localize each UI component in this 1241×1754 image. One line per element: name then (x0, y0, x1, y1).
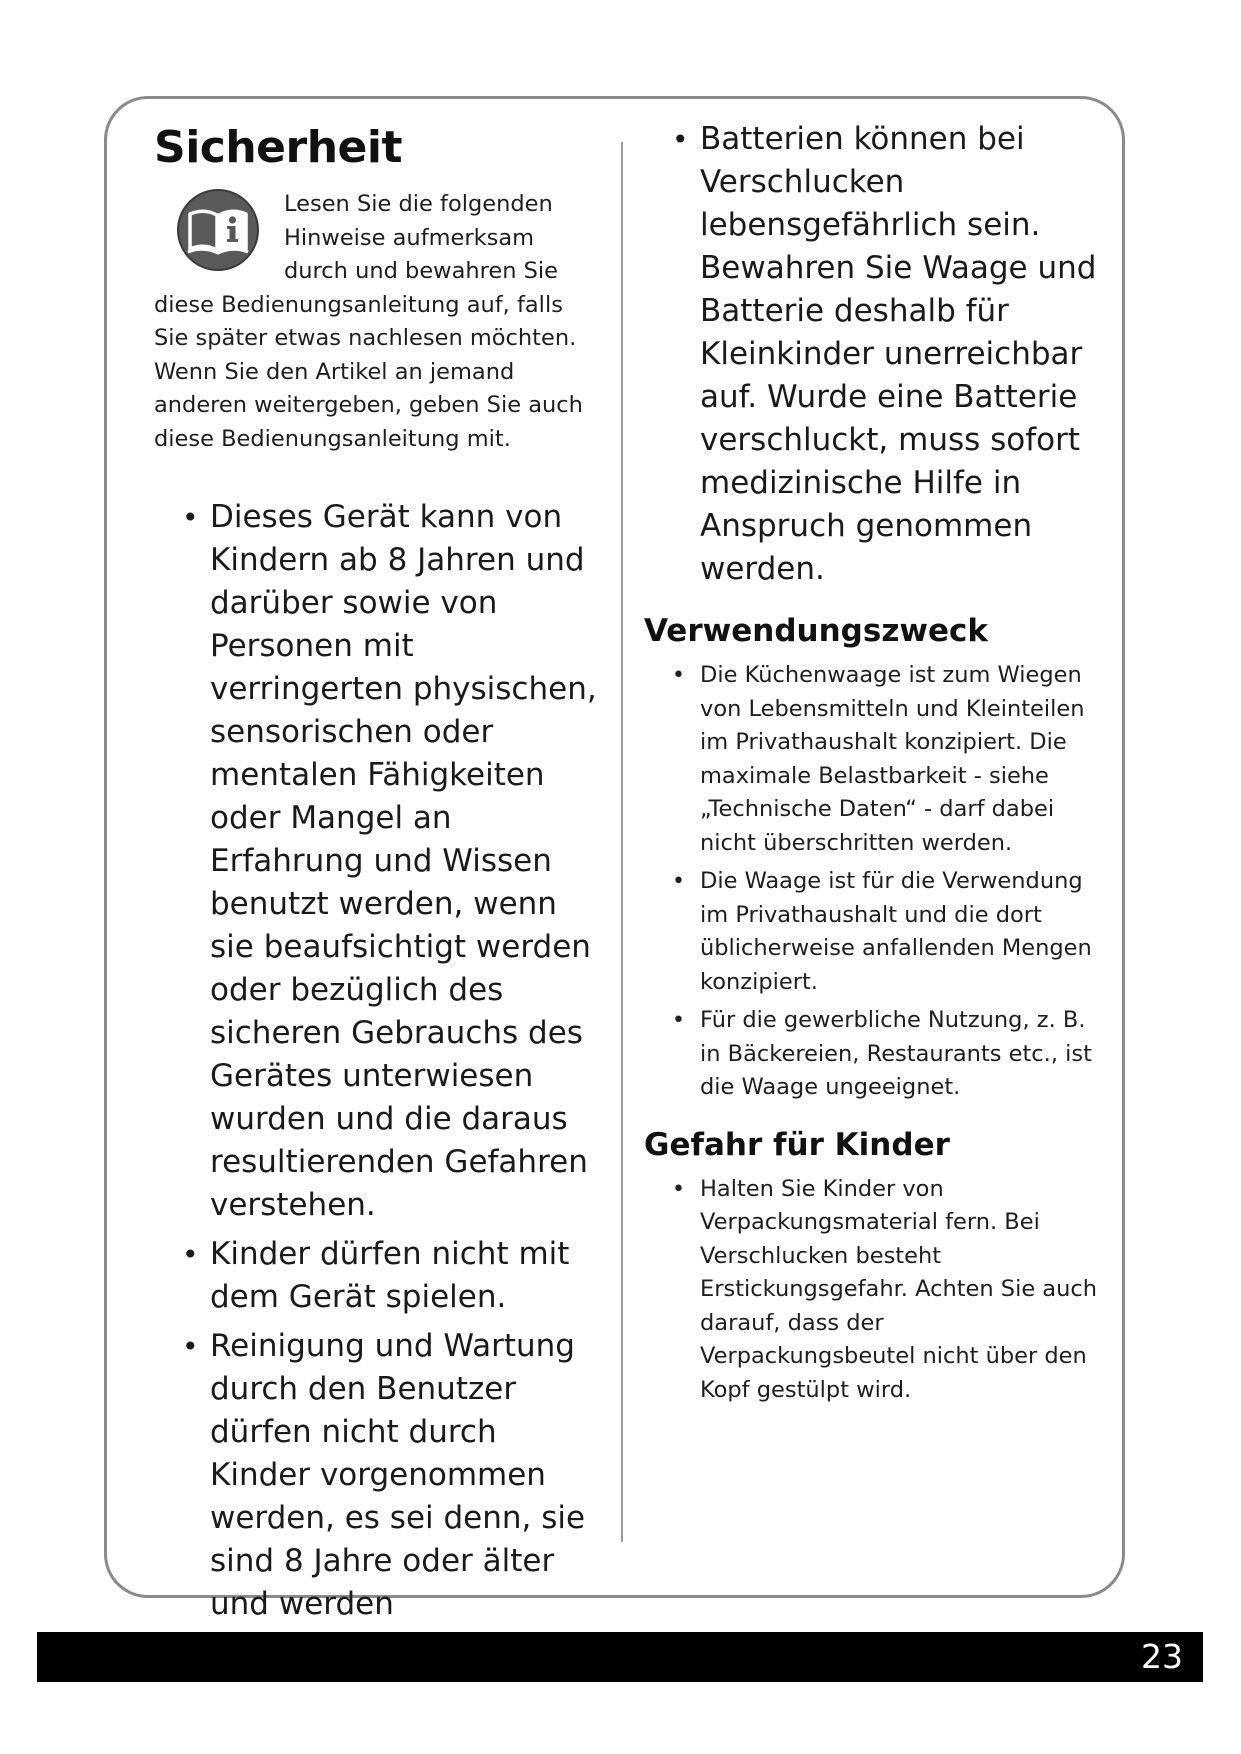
right-column (644, 118, 1099, 1412)
footer-bar (37, 1632, 1203, 1682)
section-title: Sicherheit (154, 122, 402, 173)
heading-gefahr-fuer-kinder: Gefahr für Kinder (644, 1126, 950, 1163)
heading-verwendungszweck: Verwendungszweck (644, 613, 989, 649)
column-divider (621, 142, 623, 1542)
page-number: 23 (1141, 1637, 1183, 1676)
list-item: • Dieses Gerät kann von Kindern ab 8 Jahren und darüber sowie von Personen mit verringerten physischen, sensorischen oder mentalen Fähigkeiten oder Mangel an Erfahrung und Wissen benutzt werden, wenn sie beaufsichtigt werden oder bezüglich des sicheren Gebrauchs des Gerätes unterwiesen wurden und die daraus resultierenden Gefahren verstehen. (182, 499, 597, 1223)
info-book-icon (176, 188, 260, 272)
intro-block (154, 188, 604, 456)
battery-list (644, 118, 1099, 591)
usage-list (644, 659, 1099, 1105)
children-danger-list (644, 1173, 1099, 1408)
list-item: • Kinder dürfen nicht mit dem Gerät spielen. (182, 1236, 570, 1315)
left-column (154, 118, 604, 1675)
list-item: • Halten Sie Kinder von Verpackungsmaterial fern. Bei Verschlucken besteht Erstickungsgefahr. Achten Sie auch darauf, dass der Verpackungsbeutel nicht über den Kopf gestülpt wird. (672, 1175, 1097, 1403)
list-item: • Die Waage ist für die Verwendung im Privathaushalt und die dort üblicherweise anfallenden Mengen konzipiert. (672, 868, 1092, 995)
intro-text: Lesen Sie die folgenden Hinweise aufmerksam durch und bewahren Sie diese Bedienungsanleitung auf, falls Sie später etwas nachlesen möchten. Wenn Sie den Artikel an jemand anderen weitergeben, geben Sie auch diese Bedienungsanleitung mit. (154, 191, 583, 452)
list-item: • Reinigung und Wartung durch den Benutzer dürfen nicht durch Kinder vorgenommen werden, es sei denn, sie sind 8 Jahre oder älter und werden (182, 1328, 586, 1622)
list-item: • Für die gewerbliche Nutzung, z. B. in Bäckereien, Restaurants etc., ist die Waage ungeeignet. (672, 1007, 1092, 1100)
list-item: • Batterien können bei Verschlucken lebensgefährlich sein. Bewahren Sie Waage und Batterie deshalb für Kleinkinder unerreichbar auf. Wurde eine Batterie verschluckt, muss sofort medizinische Hilfe in Anspruch genommen werden. (672, 121, 1097, 587)
safety-list (154, 496, 604, 1669)
list-item: • Die Küchenwaage ist zum Wiegen von Lebensmitteln und Kleinteilen im Privathaushalt konzipiert. Die maximale Belastbarkeit - siehe „Technische Daten“ - darf dabei nicht überschritten werden. (672, 662, 1085, 856)
